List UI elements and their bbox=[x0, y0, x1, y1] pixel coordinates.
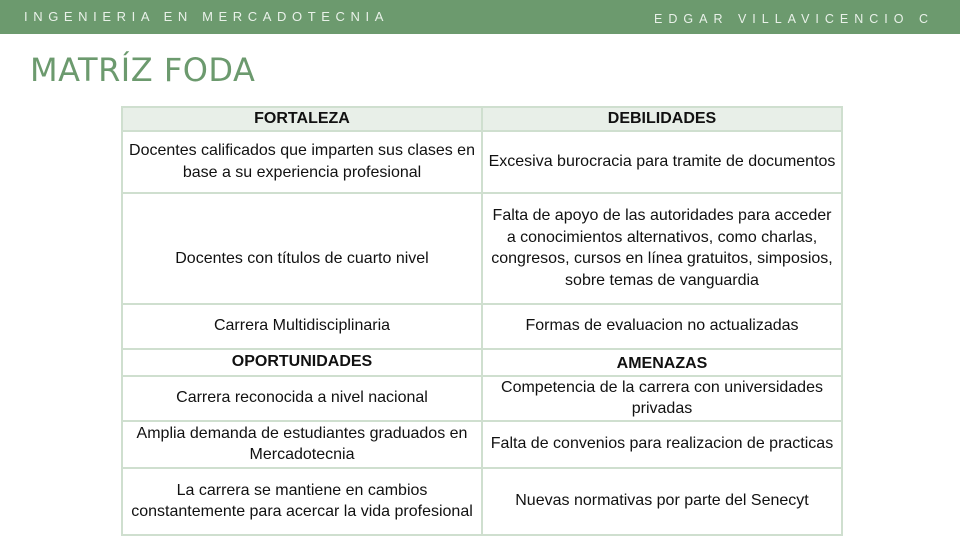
oportunidades-header: OPORTUNIDADES bbox=[122, 349, 482, 376]
oportunidad-cell: La carrera se mantiene en cambios constantemente para acercar la vida profesional bbox=[122, 468, 482, 535]
page-title: MATRÍZ FODA bbox=[30, 51, 256, 89]
amenaza-cell: Falta de convenios para realizacion de practicas bbox=[482, 421, 842, 468]
foda-matrix bbox=[121, 106, 843, 536]
table-row bbox=[122, 107, 842, 131]
debilidades-header: DEBILIDADES bbox=[482, 107, 842, 131]
oportunidad-cell: Amplia demanda de estudiantes graduados en Mercadotecnia bbox=[122, 421, 482, 468]
table-row bbox=[122, 304, 842, 349]
table-row bbox=[122, 376, 842, 421]
fortaleza-cell: Docentes calificados que imparten sus clases en base a su experiencia profesional bbox=[122, 131, 482, 193]
table-row bbox=[122, 349, 842, 376]
amenaza-cell: Competencia de la carrera con universidades privadas bbox=[482, 376, 842, 421]
oportunidad-cell: Carrera reconocida a nivel nacional bbox=[122, 376, 482, 421]
amenazas-header: AMENAZAS bbox=[482, 349, 842, 376]
table-row bbox=[122, 193, 842, 304]
amenaza-cell: Nuevas normativas por parte del Senecyt bbox=[482, 468, 842, 535]
fortaleza-cell: Carrera Multidisciplinaria bbox=[122, 304, 482, 349]
debilidad-cell: Formas de evaluacion no actualizadas bbox=[482, 304, 842, 349]
fortaleza-header: FORTALEZA bbox=[122, 107, 482, 131]
debilidad-cell: Falta de apoyo de las autoridades para acceder a conocimientos alternativos, como charlas, congresos, cursos en línea gratuitos, simposios, sobre temas de vanguardia bbox=[482, 193, 842, 304]
author-name: EDGAR VILLAVICENCIO C bbox=[654, 12, 934, 26]
table-row bbox=[122, 131, 842, 193]
header-bar bbox=[0, 0, 960, 34]
table-row bbox=[122, 468, 842, 535]
fortaleza-cell: Docentes con títulos de cuarto nivel bbox=[122, 193, 482, 304]
debilidad-cell: Excesiva burocracia para tramite de documentos bbox=[482, 131, 842, 193]
table-row bbox=[122, 421, 842, 468]
course-name: INGENIERIA EN MERCADOTECNIA bbox=[24, 9, 390, 24]
